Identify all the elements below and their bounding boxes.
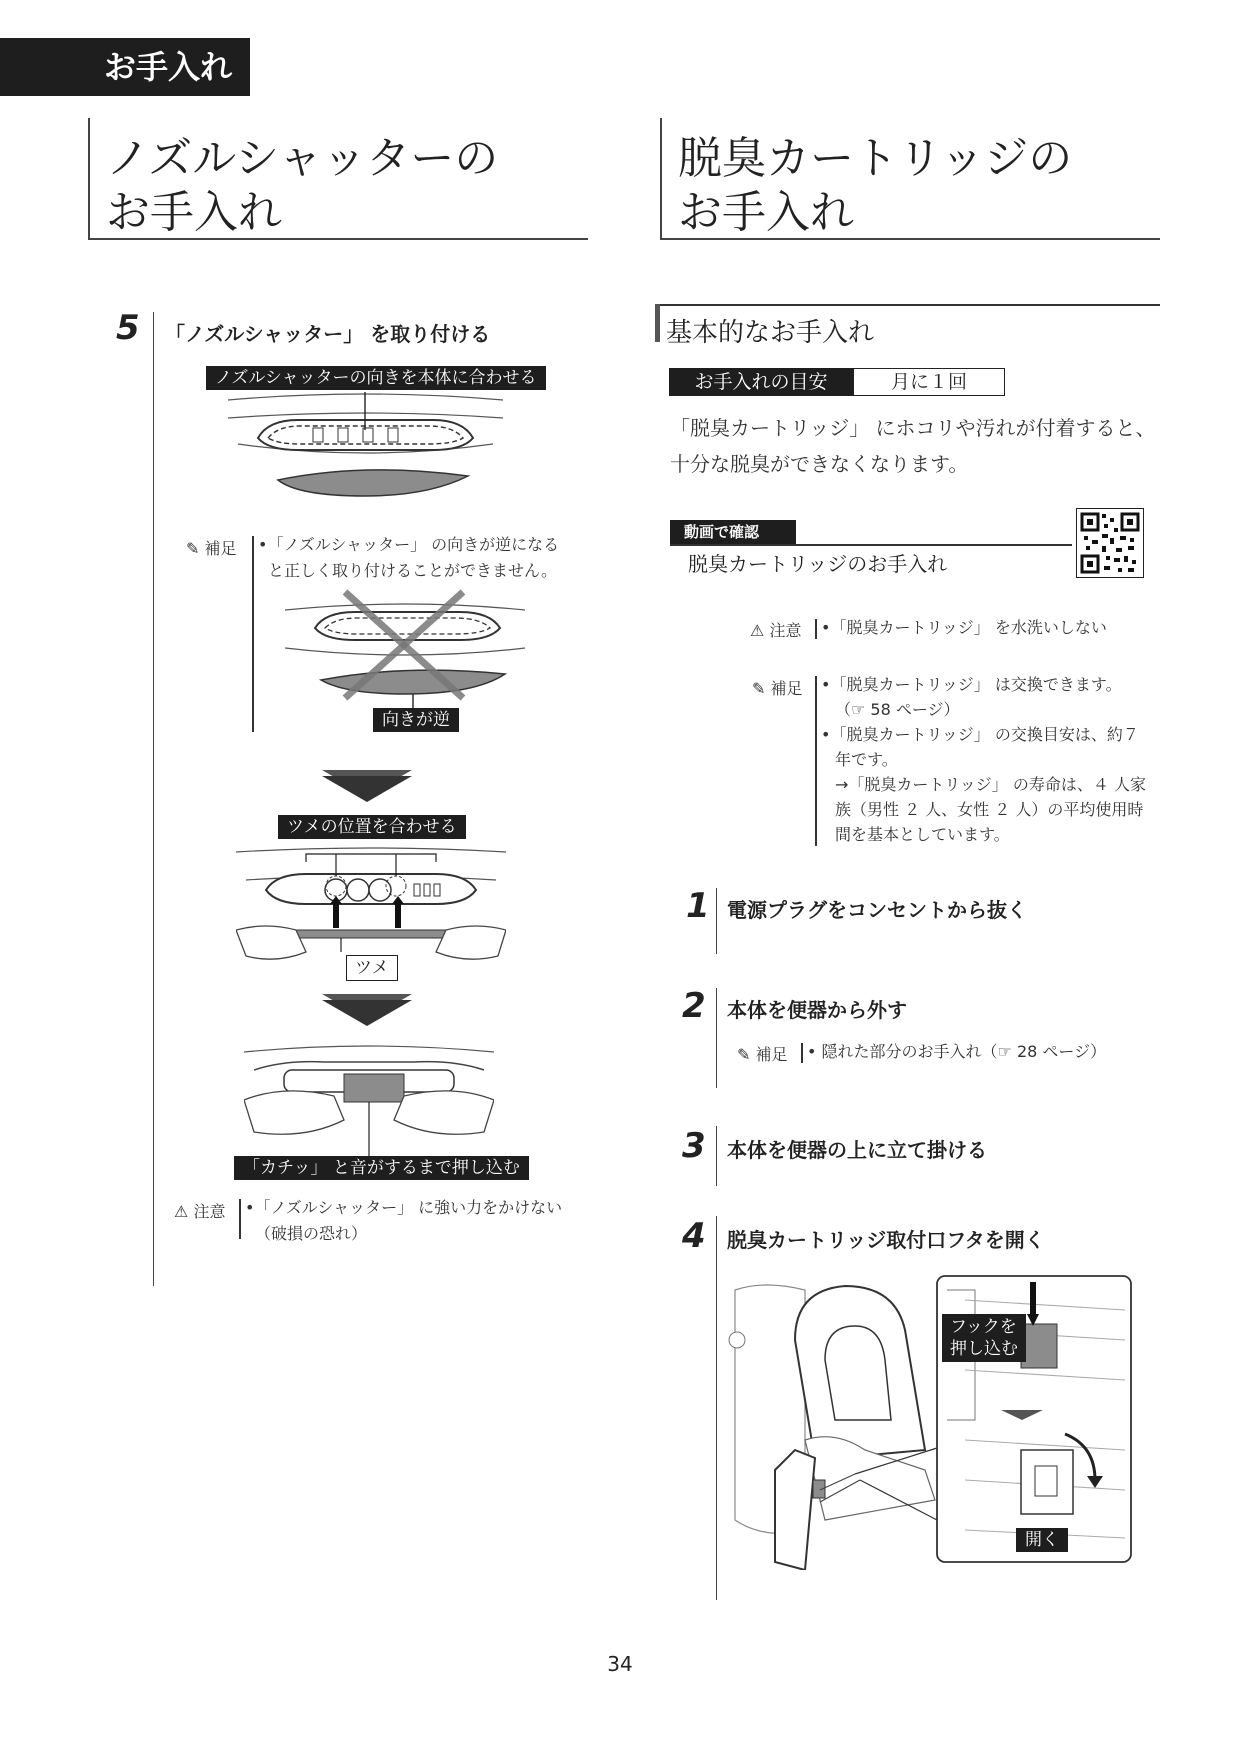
step4-number: 4 [682,1216,706,1256]
pencil-icon: ✎ [752,679,766,698]
step5-number: 5 [116,308,140,348]
label-reverse: 向きが逆 [373,708,459,732]
caution-note-key: ⚠ 注意 [750,621,802,640]
step2-vertical-line [716,988,717,1088]
push-in-illustration [244,1040,494,1160]
label-open: 開く [1016,1528,1068,1552]
step1-number: 1 [686,886,710,926]
step5-title: 「ノズルシャッター」 を取り付ける [165,322,491,346]
label-direction: ノズルシャッターの向きを本体に合わせる [206,366,546,390]
step3-title: 本体を便器の上に立て掛ける [727,1138,987,1162]
label-claw: ツメ [346,955,398,981]
basic-heading-marker [655,304,660,342]
left-title-block [88,118,588,240]
pencil-icon: ✎ [737,1045,751,1064]
caution-note-text: •「脱臭カートリッジ」 を水洗いしない [821,618,1107,637]
supplement-note-bar [815,676,817,846]
step4-title: 脱臭カートリッジ取付口フタを開く [727,1228,1045,1252]
down-arrow-icon [322,770,412,806]
caution-note-key: ⚠ 注意 [174,1202,226,1221]
section-tab: お手入れ [0,38,250,96]
video-rule [670,544,1072,546]
left-page-title: ノズルシャッターの お手入れ [106,133,499,238]
intro-text: 「脱臭カートリッジ」 にホコリや汚れが付着すると、 十分な脱臭ができなくなります。 [670,416,1156,476]
basic-heading-rule [655,304,1160,306]
step2-title: 本体を便器から外す [727,998,907,1022]
warning-icon: ⚠ [750,621,765,640]
label-click: 「カチッ」 と音がするまで押し込む [234,1156,529,1180]
basic-heading: 基本的なお手入れ [666,318,875,348]
page-number: 34 [607,1652,633,1676]
step2-number: 2 [682,986,706,1026]
step1-vertical-line [716,888,717,954]
pencil-icon: ✎ [186,539,200,558]
guide-label: お手入れの目安 [669,368,853,396]
claw-alignment-illustration [236,842,506,970]
supplement-note-text: •「脱臭カートリッジ」 は交換できます。 （☞ 58 ページ） •「脱臭カートリッジ」 の交換目安は、約７ 年です。 →「脱臭カートリッジ」 の寿命は、４ 人家 族（男性 ２ 人、女性 ２ 人）の平均使用時 間を基本としています。 [821,675,1146,844]
caution-note-bar [815,619,817,639]
right-page-title: 脱臭カートリッジの お手入れ [678,133,1073,238]
down-arrow-icon [322,994,412,1030]
step2-supplement-text: • 隠れた部分のお手入れ（☞ 28 ページ） [807,1042,1107,1061]
guide-value: 月に１回 [853,368,1005,396]
nozzle-shutter-illustration-reversed [285,588,525,718]
step2-supplement-bar [801,1043,803,1063]
caution-note-bar [239,1199,241,1239]
nozzle-shutter-illustration-correct [228,392,503,507]
right-title-block [660,118,1160,240]
step4-vertical-line [716,1216,717,1600]
supplement-note-key: ✎ 補足 [752,679,803,698]
step3-number: 3 [682,1126,706,1166]
supplement-note-text: •「ノズルシャッター」 の向きが逆になる と正しく取り付けることができません。 [258,535,560,580]
supplement-note-bar [252,536,254,732]
caution-note-text: •「ノズルシャッター」 に強い力をかけない （破損の恐れ） [245,1198,563,1243]
label-align-claw: ツメの位置を合わせる [278,815,466,839]
label-push-hook: フックを 押し込む [942,1314,1026,1362]
qr-code-icon[interactable] [1076,508,1144,578]
step1-title: 電源プラグをコンセントから抜く [727,898,1027,922]
video-badge: 動画で確認 [670,520,796,544]
supplement-note-key: ✎ 補足 [186,539,237,558]
warning-icon: ⚠ [174,1202,189,1221]
step3-vertical-line [716,1126,717,1186]
step2-supplement-key: ✎ 補足 [737,1045,788,1064]
video-link[interactable]: 脱臭カートリッジのお手入れ [688,552,948,576]
step5-vertical-line [153,312,154,1286]
cartridge-lid-illustration [725,1270,1135,1570]
